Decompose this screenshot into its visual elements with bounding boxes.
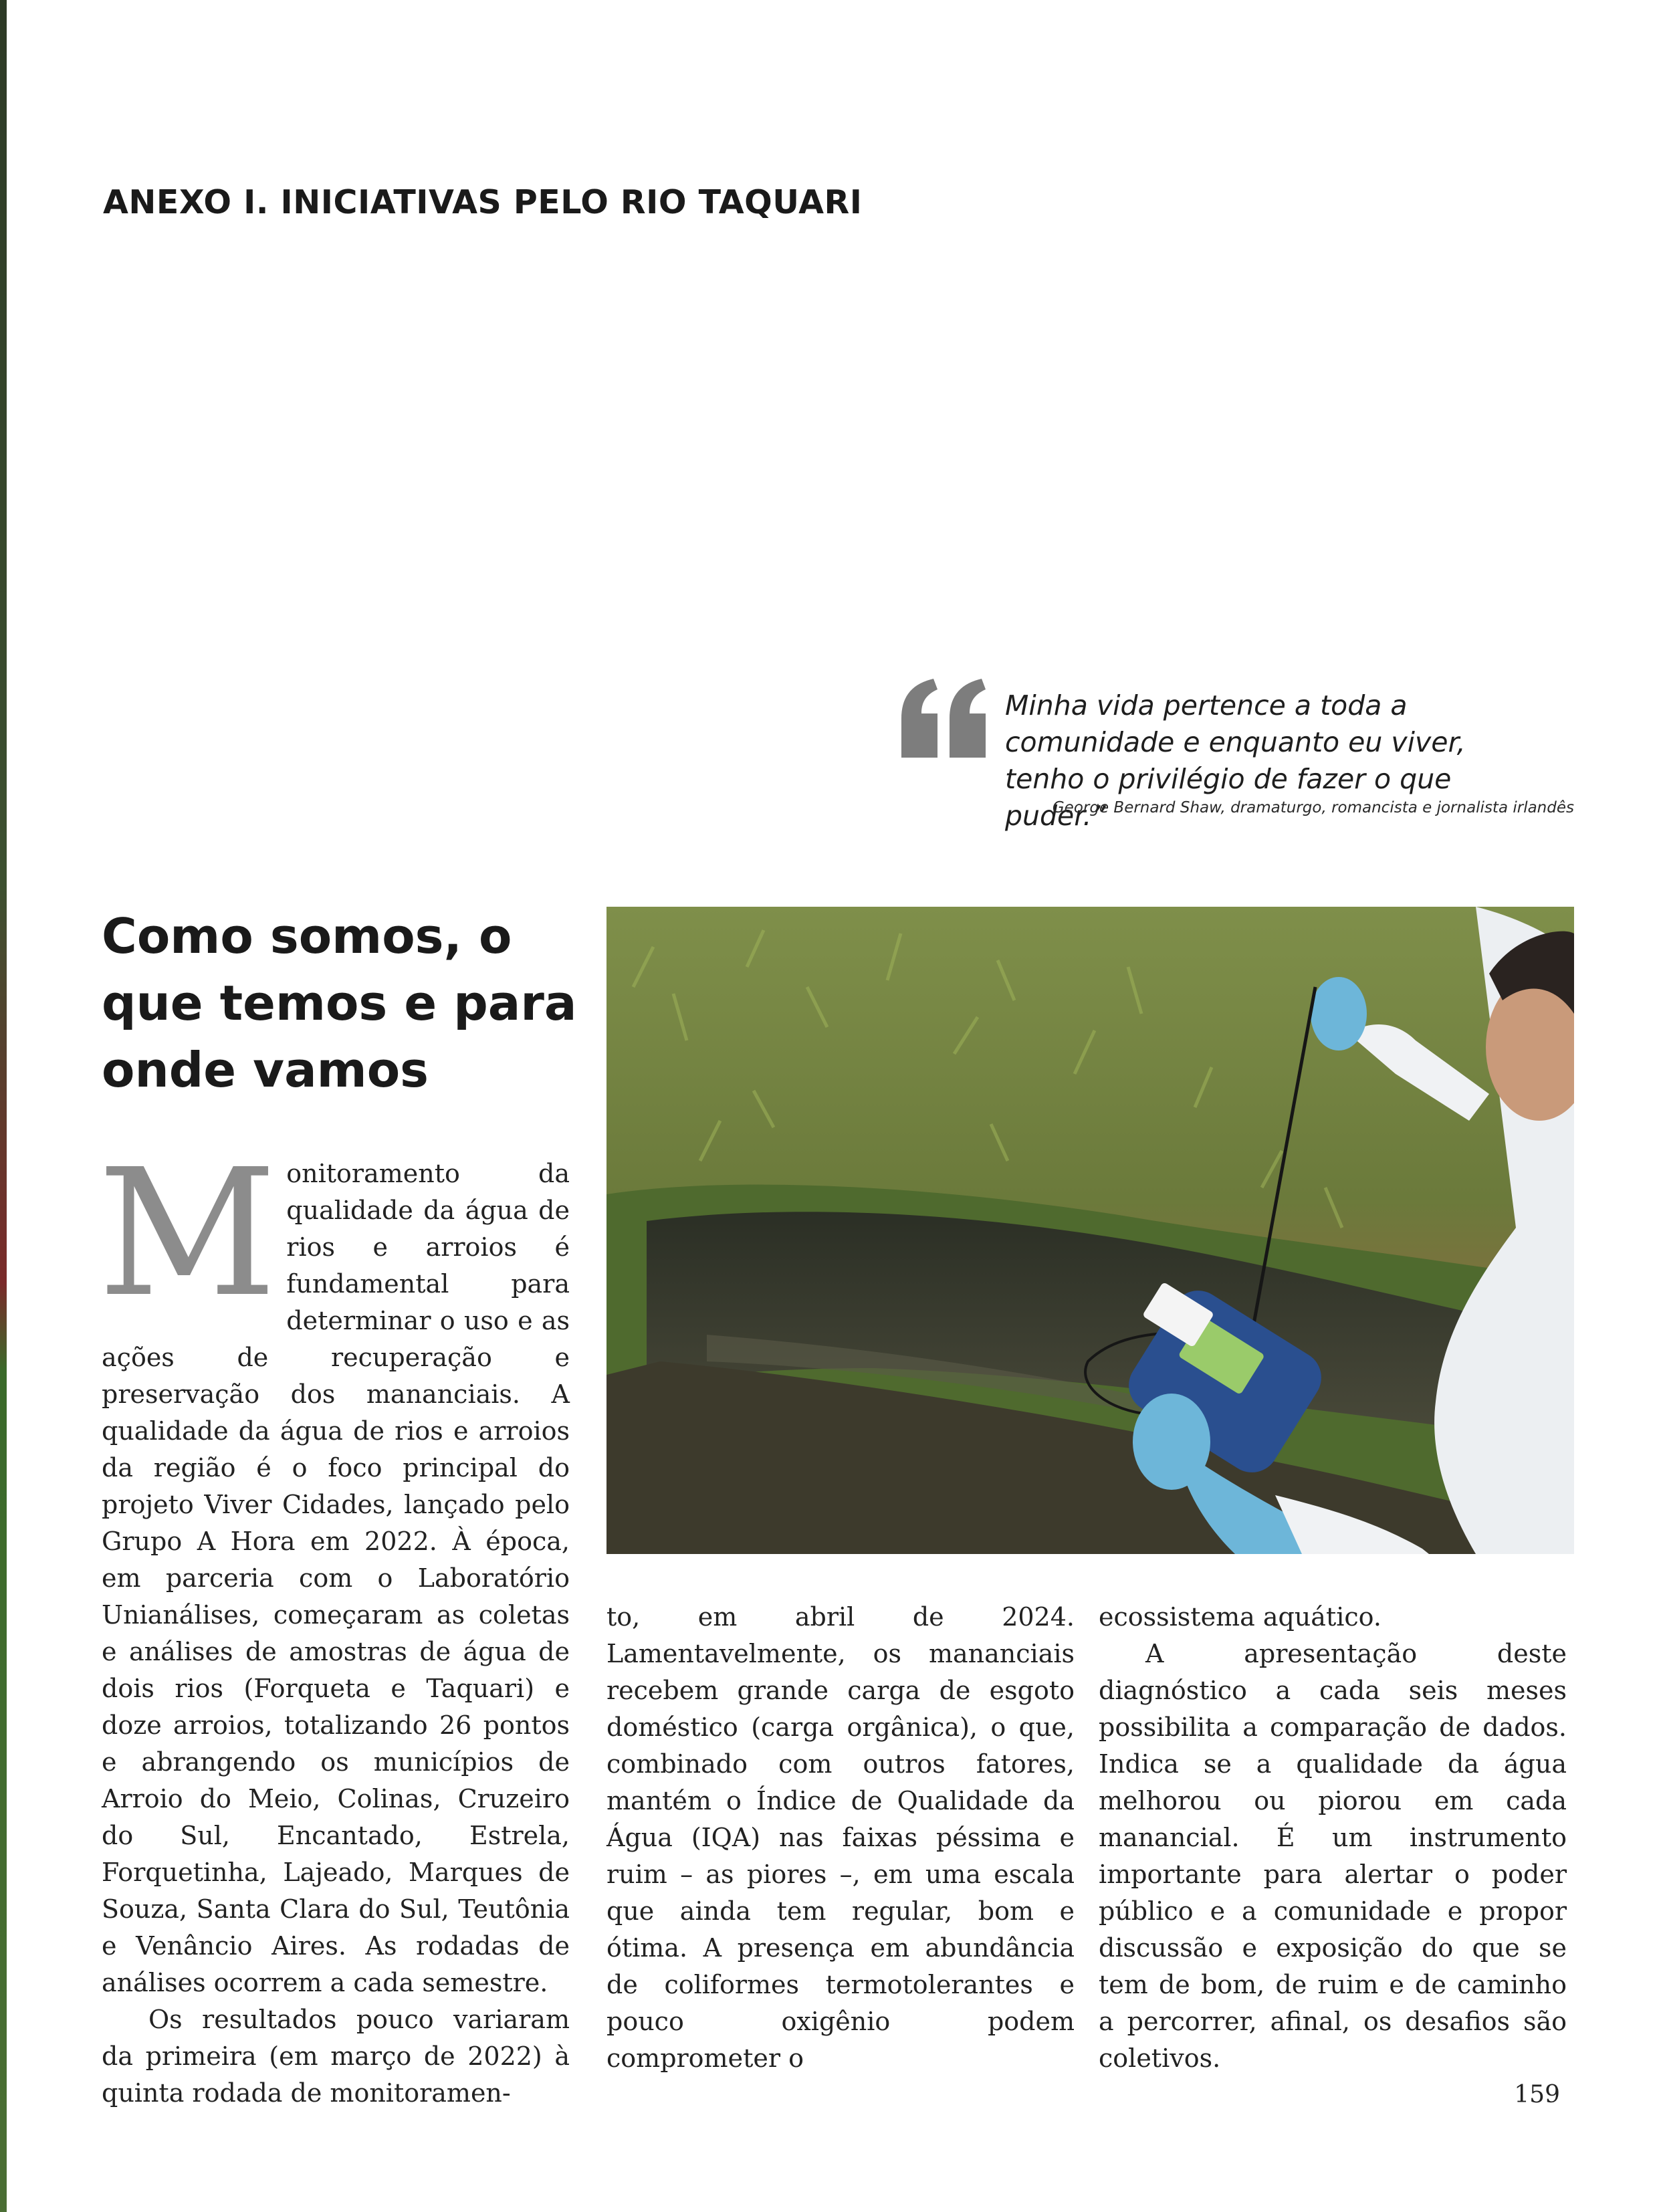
- water-testing-photo: [606, 907, 1574, 1554]
- paragraph: [98, 1131, 570, 2001]
- article-title: Como somos, o que temos e para onde vamos: [102, 908, 577, 1098]
- drop-cap: M: [98, 1131, 278, 1335]
- page-edge-strip: [0, 0, 7, 2212]
- text-column-1: [98, 1131, 570, 2112]
- quote-author: George Bernard Shaw, dramaturgo, romancista e jornalista irlandês: [1052, 799, 1574, 816]
- section-heading: ANEXO I. INICIATIVAS PELO RIO TAQUARI: [103, 183, 863, 221]
- paragraph-text: onitoramento da qualidade da água de rios e arroios é fundamental para determinar o uso e as ações de recuperação e preservação dos mananciais. A qualidade da água de rios e arroios da região é o foco principal do projeto Viver Cidades, lançado pelo Grupo A Hora em 2022. À época, em parceria com o Laboratório Unianálises, começaram as coletas e análises de amostras de água de dois rios (Forqueta e Taquari) e doze arroios, totalizando 26 pontos e abrangendo os municípios de Arroio do Meio, Colinas, Cruzeiro do Sul, Encantado, Estrela, Forquetinha, Lajeado, Marques de Souza, Santa Clara do Sul, Teutônia e Venâncio Aires. As rodadas de análises ocorrem a cada semestre.: [102, 1159, 570, 1997]
- page-number: 159: [1514, 2081, 1560, 2108]
- paragraph: ecossistema aquático.: [1099, 1602, 1381, 1632]
- paragraph: Os resultados pouco variaram da primeira (em março de 2022) à quinta rodada de monitoramen-: [102, 2005, 570, 2108]
- open-quote-icon: [896, 679, 991, 758]
- paragraph: A apresentação deste diagnóstico a cada seis meses possibilita a comparação de dados. Indica se a qualidade da água melhorou ou piorou em cada manancial. É um instrumento importante para alertar o poder público e a comunidade e propor discussão e exposição do que se tem de bom, de ruim e de caminho a percorrer, afinal, os desafios são coletivos.: [1099, 1639, 1567, 2073]
- text-column-3: [1099, 1599, 1567, 2077]
- paragraph: to, em abril de 2024. Lamentavelmente, os mananciais recebem grande carga de esgoto doméstico (carga orgânica), o que, combinado com outros fatores, mantém o Índice de Qualidade da Água (IQA) nas faixas péssima e ruim – as piores –, em uma escala que ainda tem regular, bom e ótima. A presença em abundância de coliformes termotolerantes e pouco oxigênio podem comprometer o: [606, 1602, 1075, 2073]
- quote-text: Minha vida pertence a toda a comunidade e enquanto eu viver, tenho o privilégio de fazer o que puder.”: [1005, 689, 1466, 832]
- text-column-2: [606, 1599, 1075, 2077]
